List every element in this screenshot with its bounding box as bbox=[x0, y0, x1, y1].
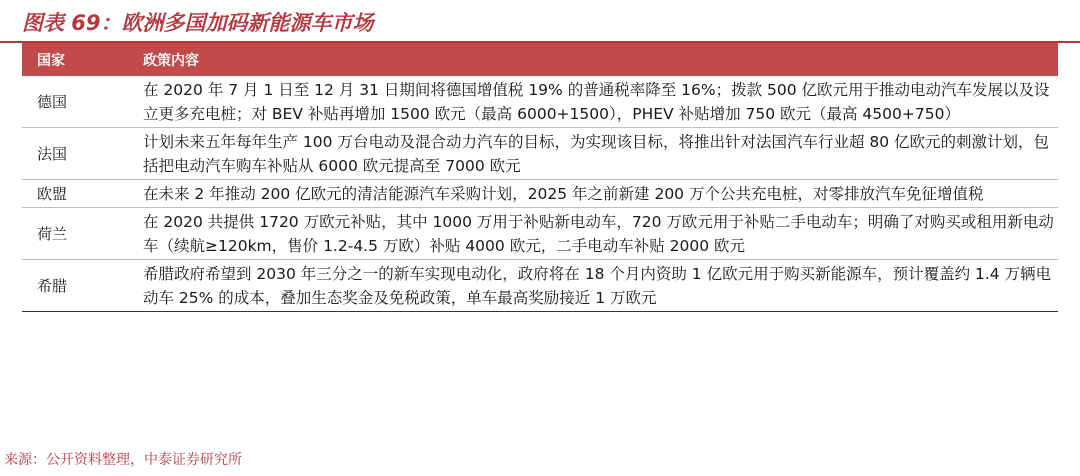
row-policy: 计划未来五年每年生产 100 万台电动及混合动力汽车的目标，为实现该目标，将推出针对法国汽车行业超 80 亿欧元的刺激计划，包括把电动汽车购车补贴从 6000 欧元提高至 7000 欧元 bbox=[143, 133, 1050, 175]
table-row bbox=[22, 180, 1058, 208]
row-country: 希腊 bbox=[37, 277, 68, 295]
row-country: 法国 bbox=[37, 145, 68, 163]
row-country: 德国 bbox=[37, 93, 68, 111]
table-row bbox=[22, 208, 1058, 260]
table-header bbox=[22, 43, 1058, 76]
row-policy: 希腊政府希望到 2030 年三分之一的新车实现电动化，政府将在 18 个月内资助 1 亿欧元用于购买新能源车，预计覆盖约 1.4 万辆电动车 25% 的成本，叠加生态奖金及免税政策，单车最高奖励接近 1 万欧元 bbox=[143, 265, 1052, 307]
source-note: 来源：公开资料整理，中泰证券研究所 bbox=[4, 452, 242, 468]
header-policy: 政策内容 bbox=[143, 52, 199, 69]
figure-title: 图表 69：欧洲多国加码新能源车市场 bbox=[22, 11, 374, 35]
table-row bbox=[22, 128, 1058, 180]
policy-table bbox=[22, 43, 1058, 312]
header-country: 国家 bbox=[37, 52, 65, 69]
row-policy: 在 2020 年 7 月 1 日至 12 月 31 日期间将德国增值税 19% 的普通税率降至 16%；拨款 500 亿欧元用于推动电动汽车发展以及设立更多充电桩；对 BEV 补贴再增加 1500 欧元（最高 6000+1500），PHEV 补贴增加 750 欧元（最高 4500+750） bbox=[143, 81, 1050, 123]
row-policy: 在 2020 共提供 1720 万欧元补贴，其中 1000 万用于补贴新电动车，720 万欧元用于补贴二手电动车；明确了对购买或租用新电动车（续航≥120km，售价 1.2-4.5 万欧）补贴 4000 欧元，二手电动车补贴 2000 欧元 bbox=[143, 213, 1054, 255]
row-country: 荷兰 bbox=[37, 225, 68, 243]
row-country: 欧盟 bbox=[37, 185, 68, 203]
row-policy: 在未来 2 年推动 200 亿欧元的清洁能源汽车采购计划，2025 年之前新建 200 万个公共充电桩，对零排放汽车免征增值税 bbox=[143, 185, 984, 203]
table-row bbox=[22, 260, 1058, 312]
table-row bbox=[22, 76, 1058, 128]
